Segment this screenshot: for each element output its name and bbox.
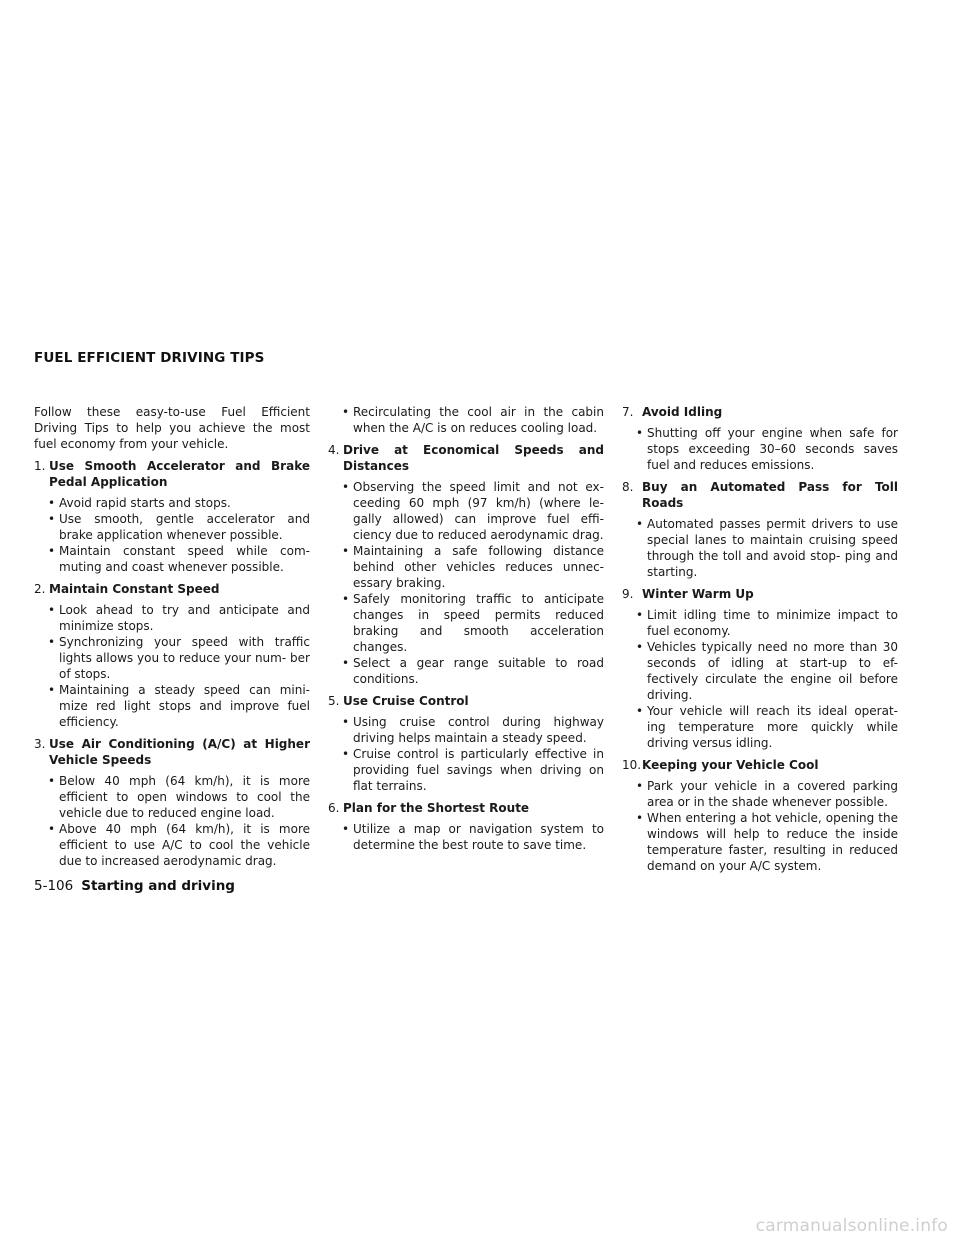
bullet-item: • Utilize a map or navigation system to determine the best route to save time. [328, 821, 604, 853]
bullet-item: • Look ahead to try and anticipate and minimize stops. [34, 602, 310, 634]
bullet-item: • Maintain constant speed while com- muting and coast whenever possible. [34, 543, 310, 575]
bullet-item: • Automated passes permit drivers to use special lanes to maintain cruising speed through the toll and avoid stop- ping and starting. [622, 516, 898, 580]
section-number: 3. [34, 737, 46, 751]
section-title: Drive at Economical Speeds and Distances [343, 443, 604, 473]
section-number: 8. [622, 480, 634, 494]
bullet-item: • Avoid rapid starts and stops. [34, 495, 310, 511]
bullet-item: • Shutting off your engine when safe for stops exceeding 30–60 seconds saves fuel and reduces emissions. [622, 425, 898, 473]
section-heading [34, 581, 310, 597]
section-heading [622, 404, 898, 420]
bullet-item: • Using cruise control during highway driving helps maintain a steady speed. [328, 714, 604, 746]
bullet-item: • Vehicles typically need no more than 30 seconds of idling at start-up to ef- fectively circulate the engine oil before driving. [622, 639, 898, 703]
section-title: Keeping your Vehicle Cool [642, 758, 819, 772]
section-heading [622, 479, 898, 511]
section-heading [34, 458, 310, 490]
section-number: 4. [328, 443, 340, 457]
bullet-item: • Synchronizing your speed with traffic lights allows you to reduce your num- ber of stops. [34, 634, 310, 682]
section-1 [34, 458, 310, 575]
bullet-item: • Maintaining a safe following distance behind other vehicles reduces unnec- essary braking. [328, 543, 604, 591]
column-2 [328, 404, 604, 859]
bullet-item: • Maintaining a steady speed can mini- mize red light stops and improve fuel efficiency. [34, 682, 310, 730]
section-number: 5. [328, 694, 340, 708]
section-title: Use Smooth Accelerator and Brake Pedal Application [49, 459, 310, 489]
section-number: 2. [34, 582, 46, 596]
page-footer [34, 878, 235, 894]
section-title: Buy an Automated Pass for Toll Roads [642, 480, 898, 510]
bullet-item: • Safely monitoring traffic to anticipate changes in speed permits reduced braking and smooth acceleration changes. [328, 591, 604, 655]
bullet-item: • When entering a hot vehicle, opening the windows will help to reduce the inside temperature faster, resulting in reduced demand on your A/C system. [622, 810, 898, 874]
intro-paragraph: Follow these easy-to-use Fuel Efficient Driving Tips to help you achieve the most fuel economy from your vehicle. [34, 405, 310, 451]
footer-section-name: Starting and driving [81, 878, 235, 894]
section-2 [34, 581, 310, 730]
section-3 [34, 736, 310, 869]
section-heading [328, 693, 604, 709]
bullet-item: • Above 40 mph (64 km/h), it is more efficient to use A/C to cool the vehicle due to increased aerodynamic drag. [34, 821, 310, 869]
section-number: 6. [328, 801, 340, 815]
section-9 [622, 586, 898, 751]
section-10 [622, 757, 898, 874]
section-title: Winter Warm Up [642, 587, 754, 601]
section-heading [622, 757, 898, 773]
section-title: Avoid Idling [642, 405, 723, 419]
section-title: Plan for the Shortest Route [343, 801, 530, 815]
section-heading [328, 800, 604, 816]
watermark: carmanualsonline.info [755, 1216, 948, 1236]
section-6 [328, 800, 604, 853]
bullet-item: • Observing the speed limit and not ex- ceeding 60 mph (97 km/h) (where le- gally allowed) can improve fuel effi- ciency due to reduced aerodynamic drag. [328, 479, 604, 543]
section-7 [622, 404, 898, 473]
column-3 [622, 404, 898, 880]
page-title: FUEL EFFICIENT DRIVING TIPS [34, 350, 265, 366]
section-heading [328, 442, 604, 474]
section-title: Maintain Constant Speed [49, 582, 220, 596]
section-5 [328, 693, 604, 794]
bullet-item: • Below 40 mph (64 km/h), it is more efficient to open windows to cool the vehicle due to reduced engine load. [34, 773, 310, 821]
section-number: 7. [622, 405, 634, 419]
section-number: 9. [622, 587, 634, 601]
bullet-item: • Limit idling time to minimize impact to fuel economy. [622, 607, 898, 639]
bullet-item: • Recirculating the cool air in the cabin when the A/C is on reduces cooling load. [328, 404, 604, 436]
section-heading [34, 736, 310, 768]
bullet-item: • Cruise control is particularly effective in providing fuel savings when driving on flat terrains. [328, 746, 604, 794]
page-number: 5-106 [34, 878, 74, 894]
column-1 [34, 404, 310, 875]
bullet-item: • Your vehicle will reach its ideal operat- ing temperature more quickly while driving versus idling. [622, 703, 898, 751]
section-4 [328, 442, 604, 687]
section-title: Use Air Conditioning (A/C) at Higher Vehicle Speeds [49, 737, 310, 767]
section-number: 10. [622, 758, 642, 772]
section-heading [622, 586, 898, 602]
section-number: 1. [34, 459, 46, 473]
bullet-item: • Use smooth, gentle accelerator and brake application whenever possible. [34, 511, 310, 543]
bullet-item: • Park your vehicle in a covered parking area or in the shade whenever possible. [622, 778, 898, 810]
bullet-item: • Select a gear range suitable to road conditions. [328, 655, 604, 687]
section-title: Use Cruise Control [343, 694, 469, 708]
section-8 [622, 479, 898, 580]
section-3-continued [328, 404, 604, 436]
